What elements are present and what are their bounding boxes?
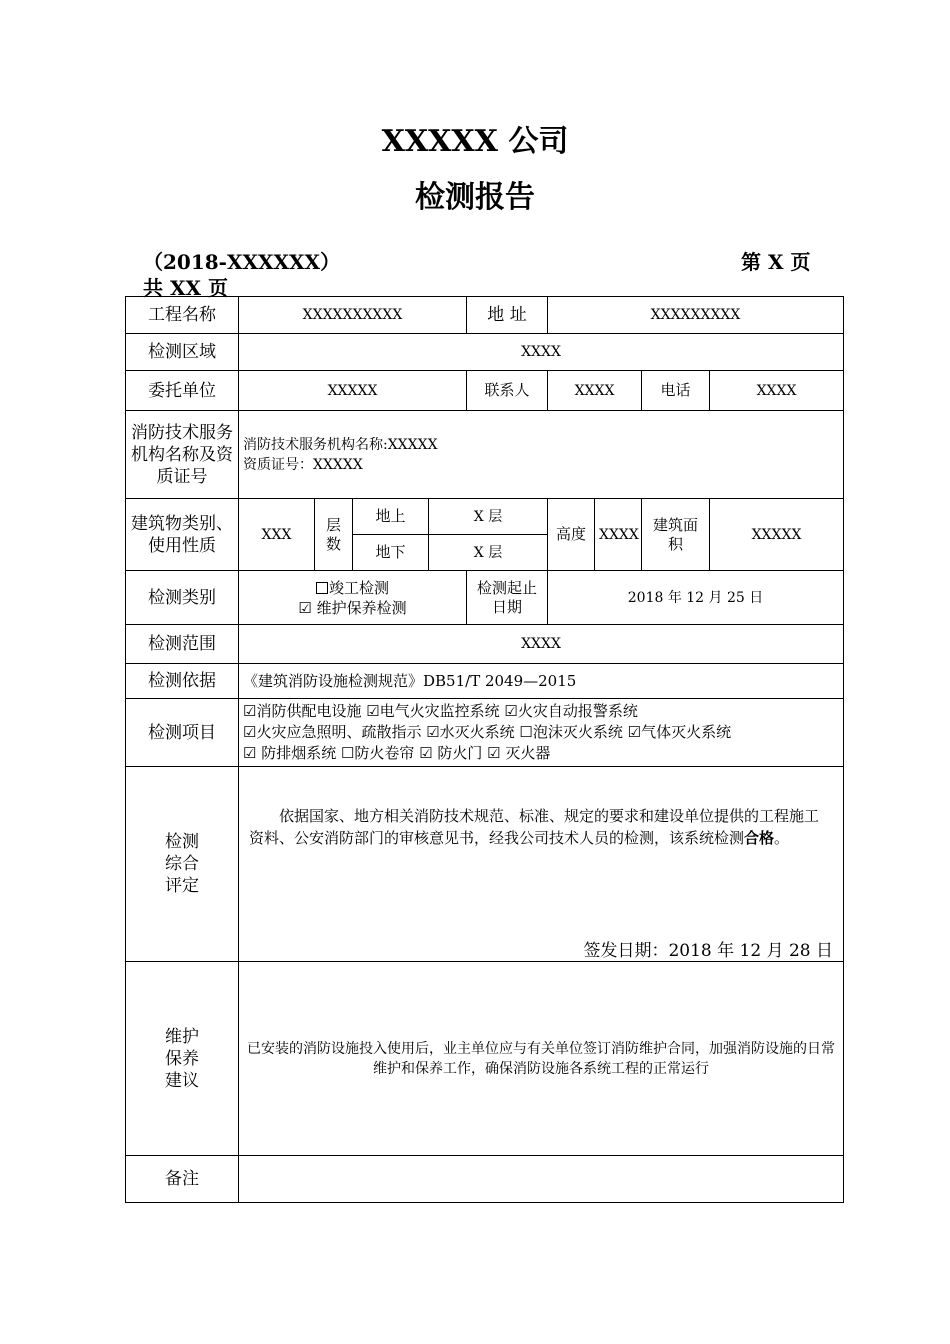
floor-area-value: XXXXX (710, 499, 844, 571)
inspection-basis-value: 《建筑消防设施检测规范》DB51/T 2049—2015 (239, 664, 844, 699)
report-table (125, 296, 844, 1203)
items-line-2: ☑火灾应急照明、疏散指示 ☑水灭火系统 ☐泡沫灭火系统 ☑气体灭火系统 (243, 723, 732, 741)
maintenance-advice-text: 已安装的消防设施投入使用后，业主单位应与有关单位签订消防维护合同，加强消防设施的日常维护和保养工作，确保消防设施各系统工程的正常运行 (239, 962, 844, 1156)
building-category-label: 建筑物类别、使用性质 (126, 499, 239, 571)
evaluation-result: 合格 (744, 829, 775, 847)
inspection-type-label: 检测类别 (126, 571, 239, 625)
remarks-label: 备注 (126, 1156, 239, 1203)
checkbox-empty-icon (316, 582, 328, 594)
checkbox-checked-icon: ☑ (298, 598, 312, 617)
above-ground-value: X 层 (429, 499, 548, 535)
above-ground-label: 地上 (353, 499, 429, 535)
address-value: XXXXXXXXX (548, 297, 844, 334)
project-name-value: XXXXXXXXXX (239, 297, 467, 334)
inspection-items (239, 699, 844, 767)
client-value: XXXXX (239, 371, 467, 411)
service-org-label: 消防技术服务机构名称及资质证号 (126, 411, 239, 499)
inspection-type-options (239, 571, 467, 625)
inspection-items-label: 检测项目 (126, 699, 239, 767)
floor-area-label: 建筑面积 (642, 499, 710, 571)
page-total: 共 XX 页 (143, 276, 228, 300)
height-value: XXXX (595, 499, 642, 571)
project-name-label: 工程名称 (126, 297, 239, 334)
client-label: 委托单位 (126, 371, 239, 411)
date-range-value: 2018 年 12 月 25 日 (548, 571, 844, 625)
phone-value: XXXX (710, 371, 844, 411)
below-ground-value: X 层 (429, 535, 548, 571)
height-label: 高度 (548, 499, 595, 571)
evaluation-text: 依据国家、地方相关消防技术规范、标准、规定的要求和建设单位提供的工程施工资料、公安消防部门的审核意见书，经我公司技术人员的检测，该系统检测合格。 (249, 807, 820, 847)
inspection-scope-value: XXXX (239, 625, 844, 664)
inspection-area-value: XXXX (239, 334, 844, 371)
inspection-area-label: 检测区域 (126, 334, 239, 371)
service-org-info (239, 411, 844, 499)
items-line-1: ☑消防供配电设施 ☑电气火灾监控系统 ☑火灾自动报警系统 (243, 702, 638, 720)
below-ground-label: 地下 (353, 535, 429, 571)
qualification-cert: 资质证号：XXXXX (243, 456, 363, 473)
option-completion[interactable]: 竣工检测 (243, 578, 462, 598)
phone-label: 电话 (642, 371, 710, 411)
service-org-name: 消防技术服务机构名称:XXXXX (243, 436, 438, 453)
contact-label: 联系人 (467, 371, 548, 411)
items-line-3: ☑ 防排烟系统 ☐防火卷帘 ☑ 防火门 ☑ 灭火器 (243, 744, 551, 762)
company-name: XXXXX 公司 (381, 124, 569, 159)
evaluation-label: 检测综合评定 (126, 767, 239, 962)
address-label: 地 址 (467, 297, 548, 334)
page-number: 第 X 页 (741, 250, 811, 274)
floors-label: 层数 (315, 499, 353, 571)
report-title: 检测报告 (415, 180, 535, 215)
inspection-basis-label: 检测依据 (126, 664, 239, 699)
maintenance-advice-label: 维护保养建议 (126, 962, 239, 1156)
option-maintenance[interactable]: ☑ 维护保养检测 (298, 598, 407, 617)
remarks-value[interactable] (239, 1156, 844, 1203)
date-range-label: 检测起止日期 (467, 571, 548, 625)
building-category-value: XXX (239, 499, 315, 571)
evaluation-cell (239, 767, 844, 962)
issue-date: 签发日期：2018 年 12 月 28 日 (583, 941, 834, 961)
report-code: （2018-XXXXXX） (143, 250, 341, 274)
inspection-scope-label: 检测范围 (126, 625, 239, 664)
contact-value: XXXX (548, 371, 642, 411)
